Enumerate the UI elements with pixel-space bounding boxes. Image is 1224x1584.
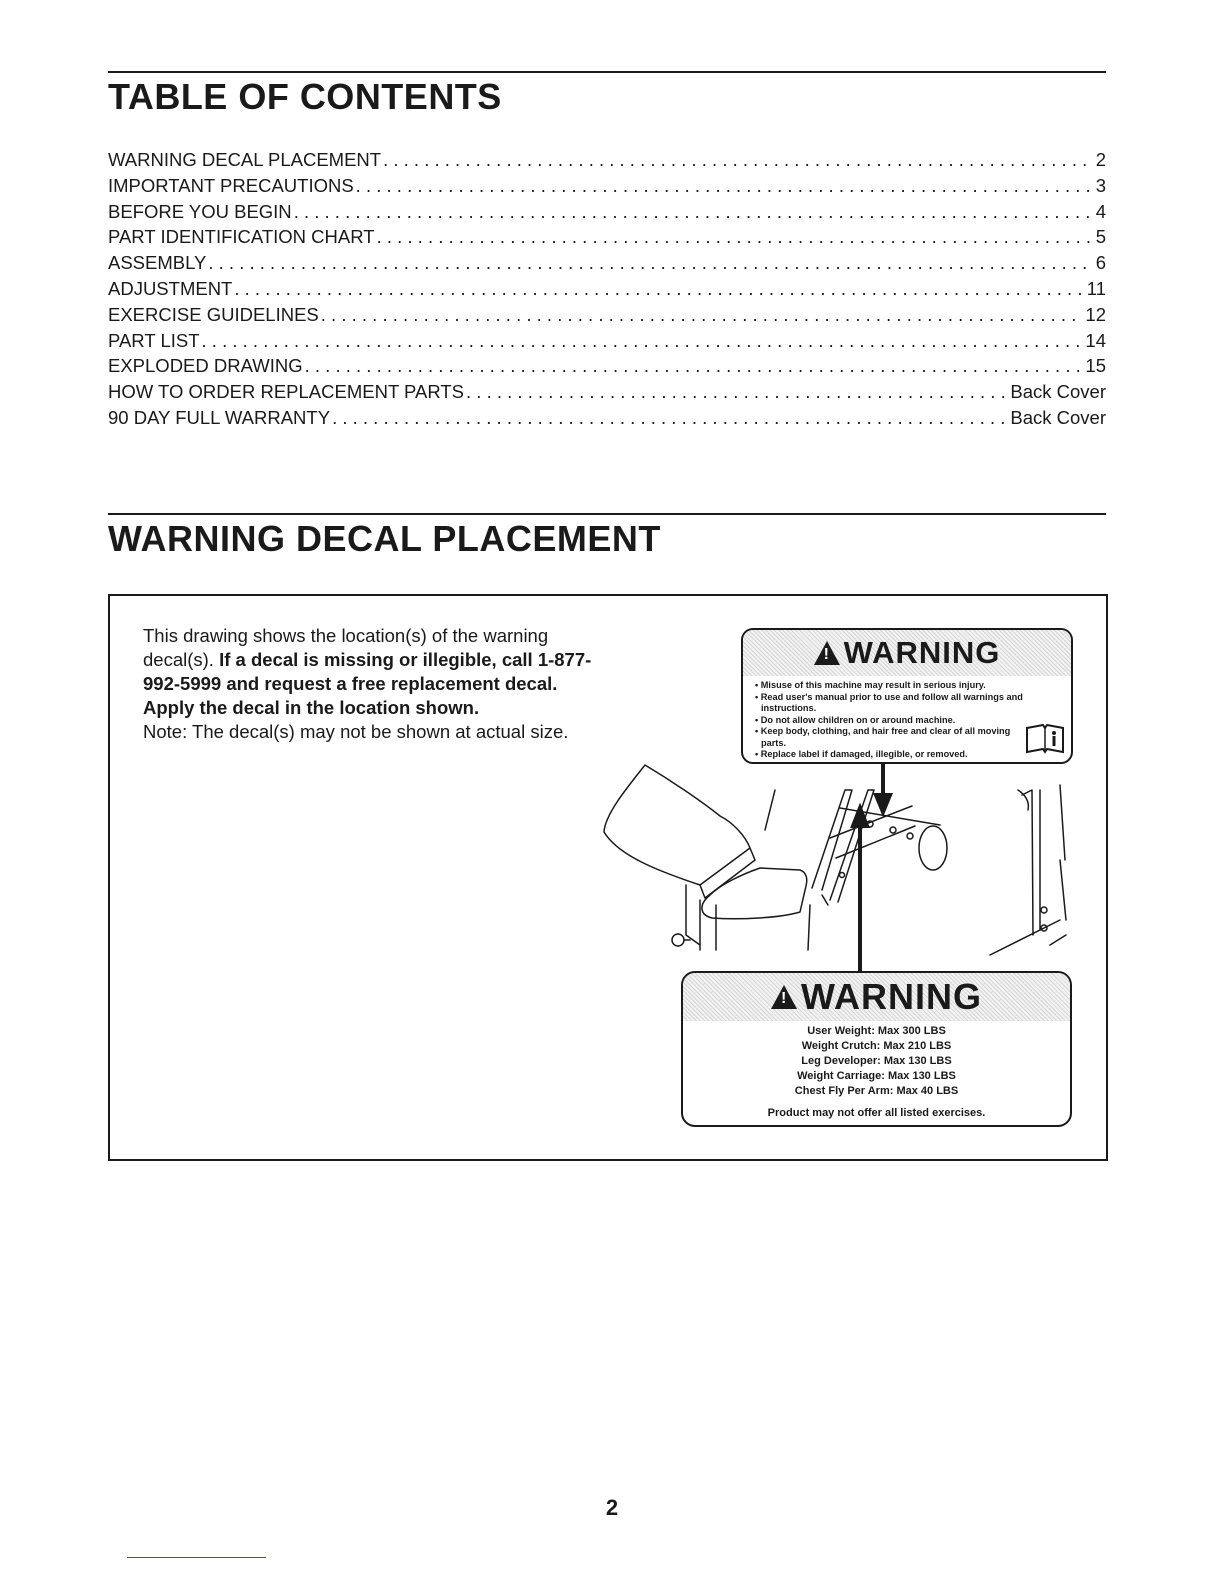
toc-entry-label: 90 DAY FULL WARRANTY [108,406,331,428]
toc-entry-page: 3 [1095,174,1106,196]
warning-bullet: • Do not allow children on or around machine. [755,715,1023,727]
weight-limits [683,1024,1070,1099]
toc-entry-label: PART LIST [108,329,200,351]
toc-top-rule [108,71,1106,73]
intro-bold-instructions: If a decal is missing or illegible, call 1-877-992-5999 and request a free replacement decal. Apply the decal in the location shown. [143,649,592,718]
pop-pin-knob [672,934,684,946]
decal-intro-text [143,624,598,744]
warning-heading: WARNING [801,976,982,1017]
toc-title: TABLE OF CONTENTS [108,76,502,117]
arrow-top-head [876,795,890,812]
toc-entry[interactable] [108,379,1106,405]
toc-entry-label: WARNING DECAL PLACEMENT [108,149,382,170]
base-rail [990,920,1066,955]
weight-limit-line: Weight Carriage: Max 130 LBS [797,1070,956,1082]
warning-bullets [755,680,1023,761]
toc-dot-leader [305,353,1082,379]
toc-entry-label: ASSEMBLY [108,252,207,274]
rear-frame-left [1022,790,1040,935]
toc-entry-label: BEFORE YOU BEGIN [108,200,292,222]
exercise-note: Product may not offer all listed exercises. [767,1107,986,1119]
toc-entry-page: Back Cover [1010,381,1106,403]
toc-entry[interactable] [108,173,1106,199]
toc-entry-page: 6 [1095,252,1106,274]
toc-dot-leader [377,224,1092,250]
warning-bullet: • Replace label if damaged, illegible, or removed. [755,749,1023,761]
toc-entry[interactable] [108,250,1106,276]
warning-decal-bottom [681,971,1072,1127]
toc-entry-page: Back Cover [1010,406,1106,428]
warning-band [683,973,1070,1021]
warning-triangle-icon [771,985,797,1009]
warning-bullet: • Keep body, clothing, and hair free and clear of all moving parts. [755,726,1023,749]
toc-entry[interactable] [108,199,1106,225]
toc-dot-leader [294,199,1092,225]
toc-dot-leader [466,379,1006,405]
warning-bullet: • Read user's manual prior to use and follow all warnings and instructions. [755,692,1023,715]
toc-entry-page: 2 [1095,149,1106,170]
decal-section-top-rule [108,513,1106,515]
toc-entry-page: 14 [1085,329,1106,351]
warning-band [743,630,1071,676]
weight-limit-line: Weight Crutch: Max 210 LBS [801,1040,952,1052]
toc-entry[interactable] [108,353,1106,379]
warning-heading: WARNING [843,635,1001,670]
warning-triangle-icon [814,641,840,665]
warning-decal-top [741,628,1073,764]
toc-entry-page: 15 [1085,355,1106,377]
toc-dot-leader [332,405,1006,431]
manual-info-icon [1025,722,1065,754]
toc-entry-label: IMPORTANT PRECAUTIONS [108,174,354,196]
decal-section-title: WARNING DECAL PLACEMENT [108,518,661,559]
toc-dot-leader [321,302,1082,328]
weight-limit-line: Chest Fly Per Arm: Max 40 LBS [794,1085,959,1097]
intro-plain: This drawing shows the location(s) of the warning decal(s). [143,625,549,670]
toc-entry[interactable] [108,224,1106,250]
toc-entry[interactable] [108,276,1106,302]
toc-entry-label: HOW TO ORDER REPLACEMENT PARTS [108,381,465,403]
warning-bullet: • Misuse of this machine may result in serious injury. [755,680,1023,692]
page-number: 2 [605,1495,619,1520]
toc-entry-label: EXPLODED DRAWING [108,355,303,377]
weight-limit-line: Leg Developer: Max 130 LBS [801,1055,952,1067]
toc-entry-label: ADJUSTMENT [108,277,233,299]
toc-dot-leader [383,147,1092,173]
toc-entry[interactable] [108,405,1106,431]
toc-entry[interactable] [108,302,1106,328]
tube-end [919,826,947,870]
seat-cushion [702,868,807,919]
toc-entry-page: 12 [1085,303,1106,325]
toc-dot-leader [208,250,1091,276]
toc-entry-page: 4 [1095,200,1106,222]
toc-entry[interactable] [108,328,1106,354]
toc-dot-leader [234,276,1082,302]
weight-limit-line: User Weight: Max 300 LBS [807,1025,946,1037]
toc-entry-page: 5 [1095,226,1106,248]
toc-dot-leader [202,328,1082,354]
toc-dot-leader [356,173,1092,199]
toc-entry-label: EXERCISE GUIDELINES [108,303,319,325]
toc-entry-label: PART IDENTIFICATION CHART [108,226,375,248]
toc-entry[interactable] [108,147,1106,173]
footer-line [127,1557,266,1558]
seat-pad [604,765,750,885]
intro-note: Note: The decal(s) may not be shown at actual size. [143,721,569,742]
toc-list [108,147,1106,431]
toc-entry-page: 11 [1086,277,1106,299]
